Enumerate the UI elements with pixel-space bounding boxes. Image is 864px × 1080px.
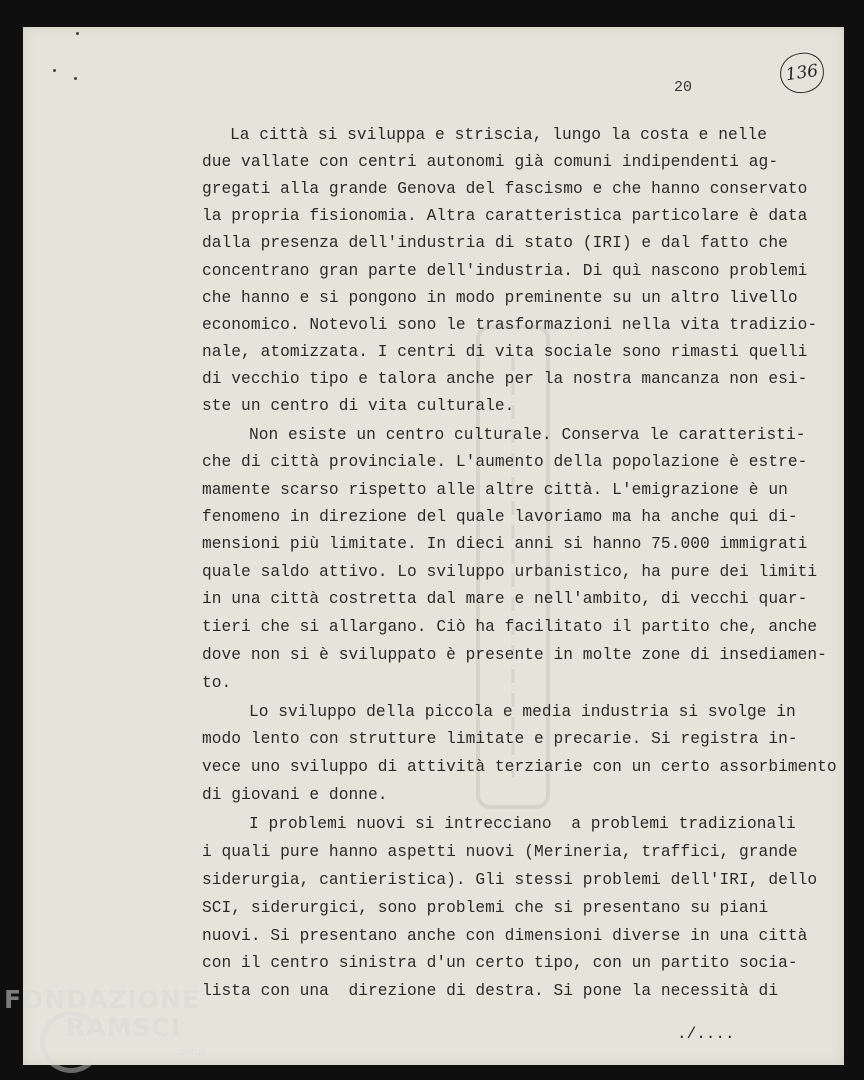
text-line: la propria fisionomia. Altra caratteristica particolare è data (202, 207, 808, 225)
text-line: con il centro sinistra d'un certo tipo, con un partito socia- (202, 954, 798, 972)
text-line: economico. Notevoli sono le trasformazioni nella vita tradizio- (202, 316, 818, 334)
typewritten-body (23, 27, 844, 1065)
text-line: siderurgia, cantieristica). Gli stessi problemi dell'IRI, dello (202, 871, 818, 889)
text-line: nuovi. Si presentano anche con dimensioni diverse in una città (202, 927, 808, 945)
text-line: Non esiste un centro culturale. Conserva le caratteristi- (249, 426, 806, 444)
text-line: vece uno sviluppo di attività terziarie con un certo assorbimento (202, 758, 837, 776)
text-line: che hanno e si pongono in modo preminente su un altro livello (202, 289, 798, 307)
text-line: che di città provinciale. L'aumento della popolazione è estre- (202, 453, 808, 471)
text-line: in una città costretta dal mare e nell'ambito, di vecchi quar- (202, 590, 808, 608)
text-line: SCI, siderurgici, sono problemi che si presentano su piani (202, 899, 769, 917)
watermark-line-3: onlus (179, 1047, 206, 1058)
text-line: mamente scarso rispetto alle altre città. L'emigrazione è un (202, 481, 788, 499)
document-page (23, 27, 844, 1065)
continuation-mark: ./.... (677, 1025, 735, 1043)
watermark-line-2: RAMSCI (66, 1013, 182, 1042)
text-line: di giovani e donne. (202, 786, 388, 804)
text-line: dove non si è sviluppato è presente in molte zone di insediamen- (202, 646, 827, 664)
text-line: Lo sviluppo della piccola e media industria si svolge in (249, 703, 796, 721)
text-line: I problemi nuovi si intrecciano a problemi tradizionali (249, 815, 796, 833)
text-line: gregati alla grande Genova del fascismo e che hanno conservato (202, 180, 808, 198)
text-line: quale saldo attivo. Lo sviluppo urbanistico, ha pure dei limiti (202, 563, 818, 581)
text-line: due vallate con centri autonomi già comuni indipendenti ag- (202, 153, 779, 171)
text-line: nale, atomizzata. I centri di vita sociale sono rimasti quelli (202, 343, 808, 361)
text-line: La città si sviluppa e striscia, lungo la costa e nelle (230, 126, 768, 144)
text-line: mensioni più limitate. In dieci anni si hanno 75.000 immigrati (202, 535, 808, 553)
text-line: di vecchio tipo e talora anche per la nostra mancanza non esi- (202, 370, 808, 388)
text-line: fenomeno in direzione del quale lavoriamo ma ha anche qui di- (202, 508, 798, 526)
text-line: modo lento con strutture limitate e precarie. Si registra in- (202, 730, 798, 748)
text-line: dalla presenza dell'industria di stato (IRI) e dal fatto che (202, 234, 788, 252)
watermark-line-1: FONDAZIONE (4, 985, 201, 1014)
text-line: tieri che si allargano. Ciò ha facilitato il partito che, anche (202, 618, 818, 636)
archive-number-handwritten: 136 (777, 50, 826, 96)
text-line: lista con una direzione di destra. Si pone la necessità di (202, 982, 779, 1000)
text-line: ste un centro di vita culturale. (202, 397, 515, 415)
text-line: concentrano gran parte dell'industria. Di quì nascono problemi (202, 262, 808, 280)
text-line: to. (202, 674, 232, 692)
page-number: 20 (674, 79, 693, 96)
text-line: i quali pure hanno aspetti nuovi (Merineria, traffici, grande (202, 843, 798, 861)
